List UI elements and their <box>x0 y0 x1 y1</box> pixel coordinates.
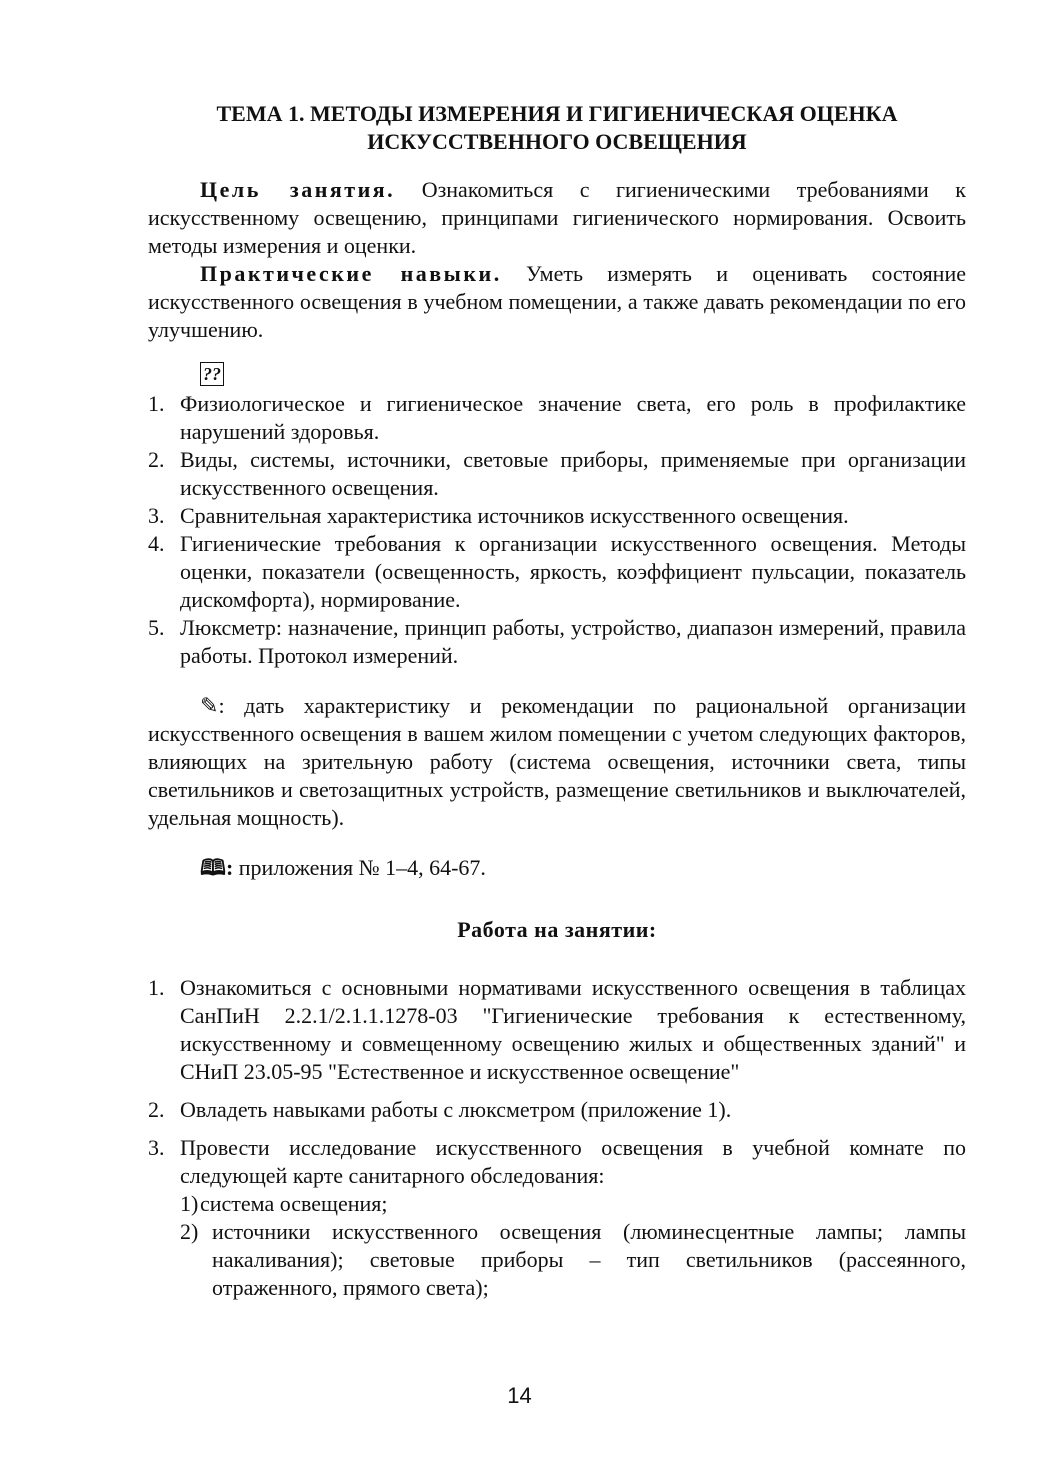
item-text: Овладеть навыками работы с люксметром (приложение 1). <box>180 1097 732 1122</box>
item-text: Гигиенические требования к организации искусственного освещения. Методы оценки, показатели (освещенность, яркость, коэффициент пульсации, показатель дискомфорта), нормирование. <box>180 531 966 612</box>
item-text: Провести исследование искусственного освещения в учебной комнате по следующей карте санитарного обследования: <box>180 1135 966 1188</box>
page-number: 14 <box>507 1383 532 1408</box>
document-page <box>148 100 966 1312</box>
item-text: Ознакомиться с основными нормативами искусственного освещения в таблицах СанПиН 2.2.1/2.1.1.1278-03 "Гигиенические требования к естественному, искусственному и совмещенному освещению жилых и общественных зданий" и СНиП 23.05-95 "Естественное и искусственное освещение" <box>180 975 966 1084</box>
list-item <box>148 974 966 1086</box>
item-number: 3. <box>148 1135 165 1160</box>
list-item <box>148 614 966 670</box>
list-item <box>148 1134 966 1302</box>
skills-paragraph <box>148 260 966 344</box>
skills-text: Уметь измерять и оценивать состояние искусственного освещения в учебном помещении, а также давать рекомендации по его улучшению. <box>148 261 966 342</box>
goal-text: Ознакомиться с гигиеническими требованиями к искусственному освещению, принципами гигиенического нормирования. Освоить методы измерения и оценки. <box>148 177 966 258</box>
item-number: 1. <box>148 391 165 416</box>
questions-list <box>148 390 966 670</box>
item-number: 3. <box>148 503 165 528</box>
item-number: 2) <box>180 1219 199 1244</box>
list-item <box>148 530 966 614</box>
question-icon: ?? <box>200 362 224 386</box>
task-text: : дать характеристику и рекомендации по рациональной организации искусственного освещения в вашем жилом помещении с учетом следующих факторов, влияющих на зрительную работу (система освещения, источники света, типы светильников и светозащитных устройств, размещение светильников и выключателей, удельная мощность). <box>148 693 966 830</box>
item-text: система освещения; <box>200 1191 388 1216</box>
item-number: 4. <box>148 531 165 556</box>
title-line-1: ТЕМА 1. МЕТОДЫ ИЗМЕРЕНИЯ И ГИГИЕНИЧЕСКАЯ ОЦЕНКА <box>216 101 898 126</box>
work-section-title: Работа на занятии: <box>457 917 657 942</box>
list-item <box>148 446 966 502</box>
list-item <box>148 390 966 446</box>
item-number: 1) <box>180 1191 199 1216</box>
survey-sublist <box>180 1190 966 1302</box>
page-title <box>148 100 966 156</box>
item-text: Физиологическое и гигиеническое значение света, его роль в профилактике нарушений здоровья. <box>180 391 966 444</box>
skills-label: Практические навыки. <box>200 261 502 286</box>
item-text: Виды, системы, источники, световые приборы, применяемые при организации искусственного освещения. <box>180 447 966 500</box>
task-paragraph <box>148 692 966 832</box>
book-icon: 🕮: <box>200 855 234 880</box>
list-item <box>180 1190 966 1218</box>
pencil-icon: ✎ <box>200 693 219 718</box>
item-text: Люксметр: назначение, принцип работы, устройство, диапазон измерений, правила работы. Протокол измерений. <box>180 615 966 668</box>
item-number: 5. <box>148 615 165 640</box>
item-number: 2. <box>148 447 165 472</box>
title-line-2: ИСКУССТВЕННОГО ОСВЕЩЕНИЯ <box>367 129 747 154</box>
list-item <box>148 502 966 530</box>
item-text: источники искусственного освещения (люминесцентные лампы; лампы накаливания); световые приборы – тип светильников (рассеянного, отраженного, прямого света); <box>212 1219 966 1300</box>
reference-line <box>148 854 966 882</box>
item-text: Сравнительная характеристика источников искусственного освещения. <box>180 503 849 528</box>
work-list <box>148 974 966 1302</box>
list-item <box>180 1218 966 1302</box>
goal-label: Цель занятия. <box>200 177 396 202</box>
reference-text: приложения № 1–4, 64-67. <box>233 855 486 880</box>
goal-paragraph <box>148 176 966 260</box>
item-number: 1. <box>148 975 165 1000</box>
list-item <box>148 1096 966 1124</box>
item-number: 2. <box>148 1097 165 1122</box>
